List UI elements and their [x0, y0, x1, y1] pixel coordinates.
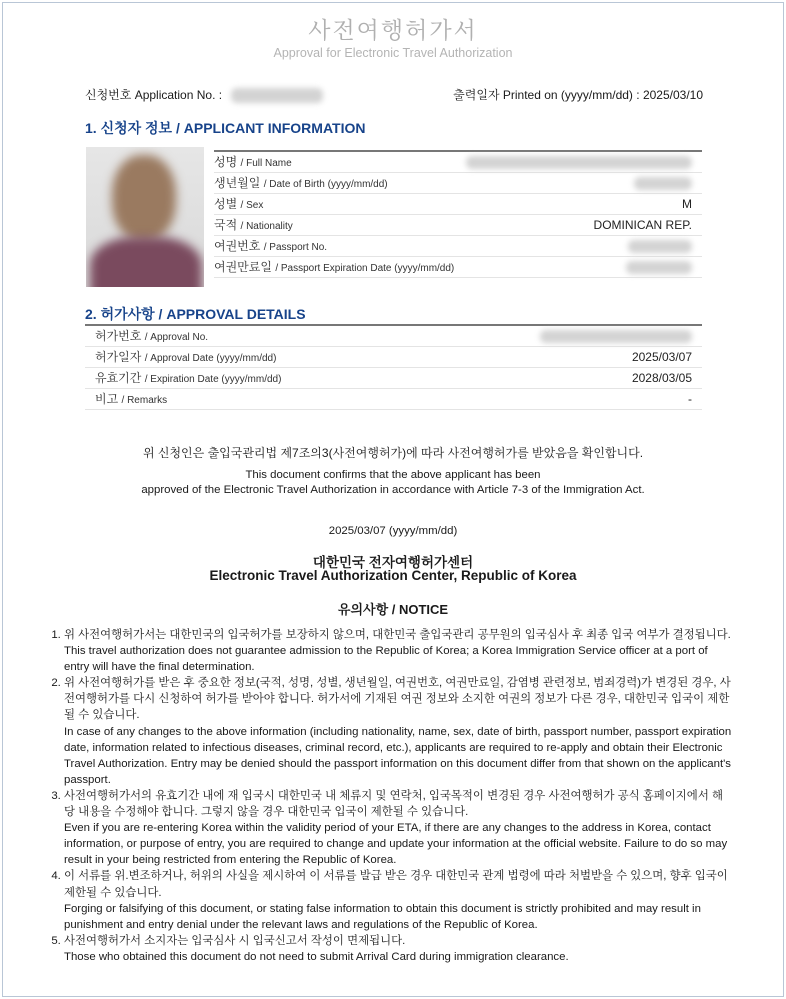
approval-date-value: 2025/03/07 [631, 349, 692, 364]
notice-item-english: Those who obtained this document do not need to submit Arrival Card during immigration clearance. [64, 950, 569, 963]
field-label: 여권만료일 / Passport Expiration Date (yyyy/mm/dd) [214, 260, 455, 274]
notice-item-korean: 5. 사전여행허가서 소지자는 입국심사 시 입국신고서 작성이 면제됩니다. [64, 934, 406, 947]
confirmation-korean: 위 신청인은 출입국관리법 제7조의3(사전여행허가)에 따라 사전여행허가를 받았음을 확인합니다. [142, 446, 644, 460]
redacted-full-name [466, 156, 692, 169]
date-of-birth-value [460, 172, 702, 193]
document-title-korean: 사전여행허가서 [308, 18, 478, 44]
table-row [214, 235, 702, 256]
confirmation-english-line2: approved of the Electronic Travel Authorization in accordance with Article 7-3 of the Immigration Act. [141, 484, 645, 496]
expiration-date-value: 2028/03/05 [631, 370, 692, 385]
printed-date [453, 86, 703, 103]
table-row [214, 193, 702, 214]
approval-details-table [85, 324, 702, 410]
notice-item-korean: 4. 이 서류를 위.변조하거나, 허위의 사실을 제시하여 이 서류를 발급 받은 경우 대한민국 관계 법령에 따라 처벌받을 수 있으며, 향후 입국이 제한될 수 있습니다. [64, 870, 728, 899]
notice-item [64, 868, 732, 932]
full-name-value [460, 151, 702, 172]
application-number-label: 신청번호 Application No. : [85, 88, 223, 102]
notice-item-english: Forging or falsifying of this document, or stating false information to obtain this document is strictly prohibited and may result in punishment and entry denial under the relevant laws and regulations of the Republic of Korea. [64, 902, 701, 931]
table-row [214, 256, 702, 277]
redacted-application-number [231, 88, 323, 103]
issue-date: 2025/03/07 (yyyy/mm/dd) [328, 525, 458, 537]
table-row [85, 388, 702, 409]
issuer-korean: 대한민국 전자여행허가센터 [312, 555, 474, 570]
field-label: 생년월일 / Date of Birth (yyyy/mm/dd) [214, 176, 388, 190]
table-row [85, 325, 702, 346]
field-label: 비고 / Remarks [95, 392, 168, 406]
table-row [85, 346, 702, 367]
notice-item-korean: 3. 사전여행허가서의 유효기간 내에 재 입국시 대한민국 내 체류지 및 연락처, 입국목적이 변경된 경우 사전여행허가 공식 홈페이지에서 해당 내용을 수정해야 합니다. 그렇지 않을 경우 대한민국 입국이 제한될 수 있습니다. [64, 789, 723, 819]
table-row [214, 172, 702, 193]
field-label: 성명 / Full Name [214, 155, 292, 170]
printed-date-value: 2025/03/10 [642, 88, 703, 102]
table-row [214, 214, 702, 235]
table-row [85, 367, 702, 388]
field-label: 허가일자 / Approval Date (yyyy/mm/dd) [95, 350, 277, 364]
field-label: 여권번호 / Passport No. [214, 239, 328, 253]
approval-number-value [423, 325, 702, 346]
notice-item-korean: 1. 위 사전여행허가서는 대한민국의 입국허가를 보장하지 않으며, 대한민국 출입국관리 공무원의 입국심사 후 최종 입국 여부가 결정됩니다. [64, 629, 731, 641]
redacted-passport-number [628, 240, 692, 253]
confirmation-english-line1: This document confirms that the above applicant has been [245, 469, 541, 481]
remarks-value: - [688, 391, 692, 406]
notice-item [64, 627, 732, 675]
field-label: 국적 / Nationality [214, 218, 293, 232]
applicant-info-table [214, 150, 702, 278]
field-label: 허가번호 / Approval No. [95, 329, 209, 344]
redacted-passport-expiration [626, 261, 692, 274]
printed-date-label: 출력일자 Printed on (yyyy/mm/dd) : [453, 88, 640, 102]
document-title-english: Approval for Electronic Travel Authorization [273, 46, 513, 60]
redacted-approval-number [540, 330, 692, 343]
table-row [214, 151, 702, 172]
passport-number-value [460, 235, 702, 256]
applicant-photo [86, 147, 204, 287]
notice-item [64, 933, 732, 965]
field-label: 유효기간 / Expiration Date (yyyy/mm/dd) [95, 371, 282, 385]
nationality-value: DOMINICAN REP. [593, 217, 692, 232]
applicant-section-heading: 1. 신청자 정보 / APPLICANT INFORMATION [85, 120, 366, 136]
notice-heading: 유의사항 / NOTICE [337, 602, 449, 617]
sex-value: M [682, 196, 692, 211]
passport-expiration-value [460, 256, 702, 277]
notice-item-english: Even if you are re-entering Korea within the validity period of your ETA, if there are any changes to the address in Korea, contact information, or purpose of entry, you are required to change and update your information at the official website. Failure to do so may result in your being restricted from entering the Republic of Korea. [64, 822, 728, 867]
approval-section-heading: 2. 허가사항 / APPROVAL DETAILS [85, 306, 306, 322]
notice-item-korean: 2. 위 사전여행허가를 받은 후 중요한 정보(국적, 성명, 성별, 생년월일, 여권번호, 여권만료일, 감염병 관련정보, 범죄경력)가 변경된 경우, 사전여행허가를 다시 신청하여 허가를 받아야 합니다. 허가서에 기재된 여권 정보와 소지한 여권의 정보가 다른 경우, 대한민국 입국이 제한될 수 있습니다. [64, 677, 731, 722]
notice-list [52, 627, 732, 965]
notice-item [64, 788, 732, 868]
application-number [85, 86, 323, 103]
notice-item-english: In case of any changes to the above information (including nationality, name, sex, date of birth, passport number, passport expiration date, information related to infectious diseases, criminal record, etc.), applicants are required to re-apply and obtain their Electronic Travel Authorization. Entry may be denied should the passport information on this document differ from that shown on the applicant's passport. [64, 725, 732, 786]
field-label: 성별 / Sex [214, 197, 264, 211]
issuer-english: Electronic Travel Authorization Center, Republic of Korea [209, 568, 577, 583]
notice-item-english: This travel authorization does not guarantee admission to the Republic of Korea; a Korea Immigration Service officer at a port of entry will have the final determination. [64, 645, 708, 674]
redacted-date-of-birth [634, 177, 692, 190]
notice-item [64, 675, 732, 788]
